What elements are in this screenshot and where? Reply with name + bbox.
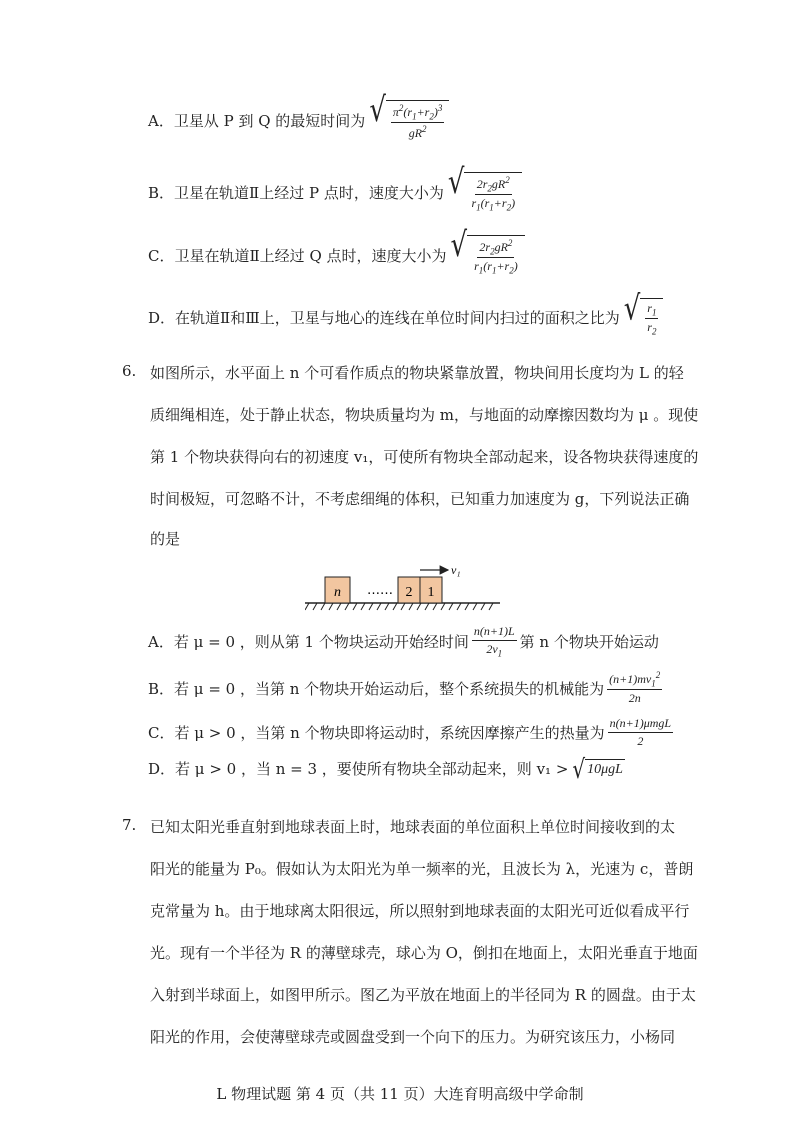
q5-option-a xyxy=(148,91,449,141)
page-footer: L 物理试题 第 4 页（共 11 页）大连育明高级中学命制 xyxy=(216,1085,584,1103)
q6-option-d xyxy=(148,752,625,785)
q7-stem-line-3: 克常量为 h。由于地球离太阳很远，所以照射到地球表面的太阳光可近似看成平行 xyxy=(150,902,690,920)
block-2-label: 2 xyxy=(405,585,413,600)
q6-option-a-pre: 若 μ = 0 ，则从第 1 个物块运动开始经时间 xyxy=(173,632,469,651)
q6-stem-line-3: 第 1 个物块获得向右的初速度 v₁，可使所有物块全部动起来，设各物块获得速度的 xyxy=(150,448,699,466)
q6-stem-line-4: 时间极短，可忽略不计，不考虑细绳的体积，已知重力加速度为 g，下列说法正确 xyxy=(150,490,690,508)
q5-option-b xyxy=(148,163,522,213)
q6-option-a xyxy=(148,624,659,658)
q7-stem-line-1: 已知太阳光垂直射到地球表面上时，地球表面的单位面积上单位时间接收到的太 xyxy=(150,818,676,836)
q5-option-a-stem: 卫星从 P 到 Q 的最短时间为 xyxy=(173,112,366,131)
q6-stem-line-2: 质细绳相连，处于静止状态，物块质量均为 m，与地面的动摩擦因数均为 μ 。现使 xyxy=(150,406,699,424)
blocks-figure xyxy=(305,560,515,620)
q5-option-a-text: A． xyxy=(148,112,174,131)
q5-option-b-label: B． xyxy=(148,183,175,202)
q6-option-b-label: B． xyxy=(148,679,175,698)
q6-option-b-pre: 若 μ = 0 ，当第 n 个物块开始运动后，整个系统损失的机械能为 xyxy=(174,679,605,698)
q6-stem-line-1: 如图所示，水平面上 n 个可看作质点的物块紧靠放置，物块间用长度均为 L 的轻 xyxy=(150,364,684,382)
q5-option-b-stem: 卫星在轨道Ⅱ上经过 P 点时，速度大小为 xyxy=(174,183,444,202)
block-1-label: 1 xyxy=(427,585,435,600)
formula-q6a: $\frac{n(n+1)L}{2v_1}$ xyxy=(473,624,515,659)
q5-option-d xyxy=(148,289,663,337)
block-n-label: n xyxy=(334,585,341,600)
q5-option-d-label: D． xyxy=(148,308,176,327)
q5-option-c xyxy=(148,226,525,276)
formula-d: √ $\frac{r_1}{r_2}$ xyxy=(624,298,664,337)
q6-option-a-label: A． xyxy=(148,632,174,651)
formula-q6c: $\frac{\text{n(n+1)μmgL}}{2}$ xyxy=(609,716,672,748)
q5-option-d-stem: 在轨道Ⅱ和Ⅲ上，卫星与地心的连线在单位时间内扫过的面积之比为 xyxy=(175,308,620,327)
ground-hatch xyxy=(305,603,493,610)
q6-option-c xyxy=(148,716,676,749)
block-dots: …… xyxy=(367,583,393,598)
formula-q6d: √ 10μgL xyxy=(572,752,623,785)
q5-option-c-stem: 卫星在轨道Ⅱ上经过 Q 点时，速度大小为 xyxy=(174,246,447,265)
q6-option-a-post: 第 n 个物块开始运动 xyxy=(519,632,659,651)
q7-number: 7. xyxy=(122,816,137,834)
q7-stem-line-4: 光。现有一个半径为 R 的薄壁球壳，球心为 O，倒扣在地面上，太阳光垂直于地面 xyxy=(150,944,698,962)
q6-option-c-label: C． xyxy=(148,724,175,742)
q7-stem-line-5: 入射到半球面上，如图甲所示。图乙为平放在地面上的半径同为 R 的圆盘。由于太 xyxy=(150,986,696,1004)
q5-option-c-label: C． xyxy=(148,246,175,265)
q7-stem-line-6: 阳光的作用，会使薄壁球壳或圆盘受到一个向下的压力。为研究该压力，小杨同 xyxy=(150,1028,676,1046)
velocity-label: v₁ xyxy=(451,563,461,577)
q7-stem-line-2: 阳光的能量为 P₀。假如认为太阳光为单一频率的光，且波长为 λ，光速为 c，普朗 xyxy=(150,860,694,878)
q6-number: 6. xyxy=(122,362,137,380)
q6-stem-line-5: 的是 xyxy=(150,530,181,548)
formula-c: √ $\frac{2r_2gR^2}{r_1(r_1+r_2)}$ xyxy=(451,235,525,276)
q6-option-b xyxy=(148,670,665,706)
formula-a: √ $\frac{\pi^2(r_1+r_2)^3}{gR^2}$ xyxy=(369,100,449,141)
formula-b: √ $\frac{2r_2gR^2}{r_1(r_1+r_2)}$ xyxy=(448,172,522,213)
q6-option-c-pre: 若 μ > 0 ，当第 n 个物块即将运动时，系统因摩擦产生的热量为 xyxy=(174,724,605,742)
q6-option-d-pre: 若 μ > 0 ，当 n = 3 ，要使所有物块全部动起来，则 v₁ > xyxy=(175,760,569,778)
q6-option-d-label: D． xyxy=(148,760,176,778)
formula-q6b: $\frac{(n+1)mv_1^2}{2n}$ xyxy=(609,670,661,706)
